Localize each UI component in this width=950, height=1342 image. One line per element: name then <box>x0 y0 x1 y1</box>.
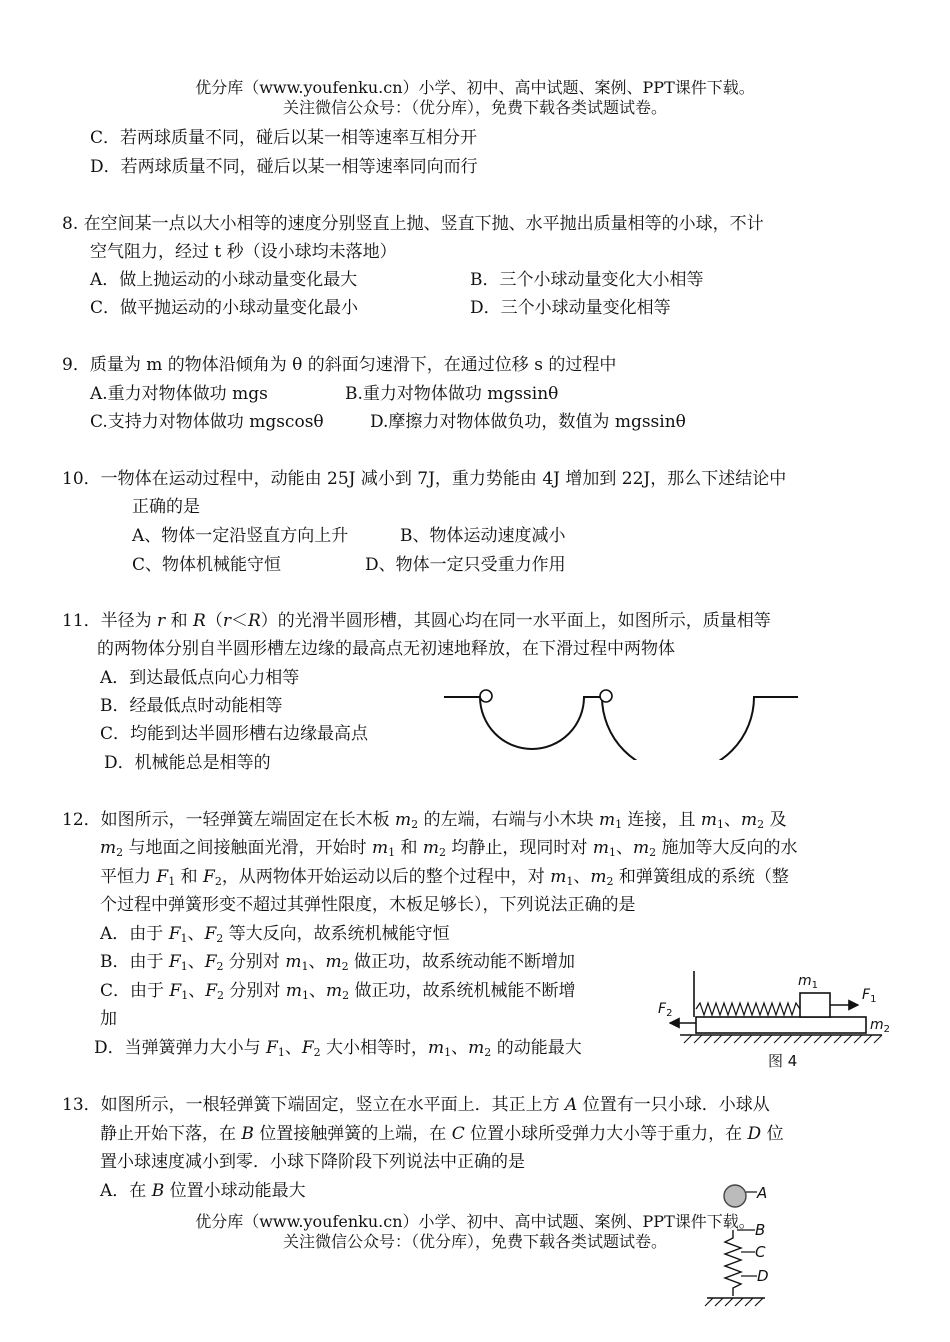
large-groove <box>602 697 798 760</box>
q8-stem-line-2: 空气阻力，经过 t 秒（设小球均未落地） <box>90 242 397 262</box>
label-f2: $F_2$ <box>658 1001 673 1019</box>
q11-option-d: D．机械能总是相等的 <box>104 753 271 773</box>
q8-option-a: A．做上抛运动的小球动量变化最大 <box>90 270 358 290</box>
semicircle-grooves-figure <box>440 680 810 760</box>
q10-option-d: D、物体一定只受重力作用 <box>365 555 566 575</box>
q12-stem-line-1: 12．如图所示，一轻弹簧左端固定在长木板 $m_2$ 的左端，右端与小木块 $m_1$ 连接，且 $m_1$、$m_2$ 及 <box>62 810 787 831</box>
q13-stem-line-2: 静止开始下落，在 B 位置接触弹簧的上端，在 C 位置小球所受弹力大小等于重力，在 D 位 <box>100 1124 784 1144</box>
spring-block-figure <box>650 965 910 1075</box>
footer-line-2: 关注微信公众号：（优分库），免费下载各类试题试卷。 <box>282 1232 667 1251</box>
q10-option-b: B、物体运动速度减小 <box>400 526 566 546</box>
q12-option-d: D．当弹簧弹力大小与 $F_1$、$F_2$ 大小相等时，$m_1$、$m_2$ 的动能最大 <box>94 1038 582 1059</box>
ball <box>724 1185 746 1207</box>
q13-option-a: A．在 B 位置小球动能最大 <box>100 1181 306 1201</box>
q9-option-d: D.摩擦力对物体做负功，数值为 mgssinθ <box>370 412 686 432</box>
label-d: D <box>757 1267 769 1285</box>
q10-stem-line-1: 10．一物体在运动过程中，动能由 25J 减小到 7J，重力势能由 4J 增加到 22J，那么下述结论中 <box>62 469 787 489</box>
q12-stem-line-3: 平恒力 $F_1$ 和 $F_2$，从两物体开始运动以后的整个过程中，对 $m_1$、$m_2$ 和弹簧组成的系统（整 <box>100 867 789 888</box>
q12-option-b: B．由于 $F_1$、$F_2$ 分别对 $m_1$、$m_2$ 做正功，故系统动能不断增加 <box>100 952 575 973</box>
q8-stem-line-1: 8. 在空间某一点以大小相等的速度分别竖直上抛、竖直下抛、水平抛出质量相等的小球，不计 <box>62 214 764 234</box>
large-ball <box>600 690 612 702</box>
q8-option-d: D．三个小球动量变化相等 <box>470 298 671 318</box>
label-a: A <box>757 1184 768 1202</box>
label-f1: $F_1$ <box>862 987 877 1005</box>
q9-option-a: A.重力对物体做功 mgs <box>90 384 268 404</box>
small-groove <box>444 697 602 749</box>
footer-line-1: 优分库（www.youfenku.cn）小学、初中、高中试题、案例、PPT课件下载。 <box>195 1212 755 1231</box>
q11-option-c: C．均能到达半圆形槽右边缘最高点 <box>100 724 369 744</box>
q12-option-a: A．由于 $F_1$、$F_2$ 等大反向，故系统机械能守恒 <box>100 924 450 945</box>
header-line-2: 关注微信公众号：（优分库），免费下载各类试题试卷。 <box>282 98 667 117</box>
label-b: B <box>755 1221 766 1239</box>
ground-hatching <box>684 1035 882 1043</box>
block-m1 <box>800 993 830 1017</box>
q10-stem-line-2: 正确的是 <box>132 497 200 517</box>
q8-option-c: C．做平抛运动的小球动量变化最小 <box>90 298 359 318</box>
q10-option-c: C、物体机械能守恒 <box>132 555 282 575</box>
q12-option-c: C．由于 $F_1$、$F_2$ 分别对 $m_1$、$m_2$ 做正功，故系统机械能不断增 <box>100 981 576 1002</box>
q7-option-c: C．若两球质量不同，碰后以某一相等速率互相分开 <box>90 128 478 148</box>
q11-option-a: A．到达最低点向心力相等 <box>100 668 300 688</box>
q9-stem: 9．质量为 m 的物体沿倾角为 θ 的斜面匀速滑下，在通过位移 s 的过程中 <box>62 355 617 375</box>
q8-option-b: B．三个小球动量变化大小相等 <box>470 270 704 290</box>
q11-option-b: B．经最低点时动能相等 <box>100 696 283 716</box>
q10-option-a: A、物体一定沿竖直方向上升 <box>132 526 349 546</box>
figure-caption: 图 4 <box>768 1052 798 1070</box>
spring <box>696 1003 800 1015</box>
label-m2: $m_2$ <box>870 1017 891 1035</box>
board-m2 <box>696 1017 866 1033</box>
q12-option-c-continued: 加 <box>100 1009 117 1029</box>
q11-stem-line-2: 的两物体分别自半圆形槽左边缘的最高点无初速地释放，在下滑过程中两物体 <box>97 639 675 659</box>
q12-stem-line-2: $m_2$ 与地面之间接触面光滑，开始时 $m_1$ 和 $m_2$ 均静止，现同时对 $m_1$、$m_2$ 施加等大反向的水 <box>100 838 798 859</box>
q13-stem-line-3: 置小球速度减小到零．小球下降阶段下列说法中正确的是 <box>100 1152 525 1172</box>
q9-option-b: B.重力对物体做功 mgssinθ <box>345 384 559 404</box>
q7-option-d: D．若两球质量不同，碰后以某一相等速率同向而行 <box>90 157 478 177</box>
label-m1: $m_1$ <box>798 973 819 991</box>
base-hatching <box>705 1298 763 1306</box>
label-c: C <box>755 1243 766 1261</box>
q11-stem-line-1: 11．半径为 r 和 R（r＜R）的光滑半圆形槽，其圆心均在同一水平面上，如图所示，质量相等 <box>62 611 771 631</box>
q12-stem-line-4: 个过程中弹簧形变不超过其弹性限度，木板足够长），下列说法正确的是 <box>100 895 636 915</box>
q9-option-c: C.支持力对物体做功 mgscosθ <box>90 412 324 432</box>
small-ball <box>480 690 492 702</box>
header-line-1: 优分库（www.youfenku.cn）小学、初中、高中试题、案例、PPT课件下载。 <box>195 78 755 97</box>
q13-stem-line-1: 13．如图所示，一根轻弹簧下端固定，竖立在水平面上．其正上方 A 位置有一只小球．小球从 <box>62 1095 770 1115</box>
